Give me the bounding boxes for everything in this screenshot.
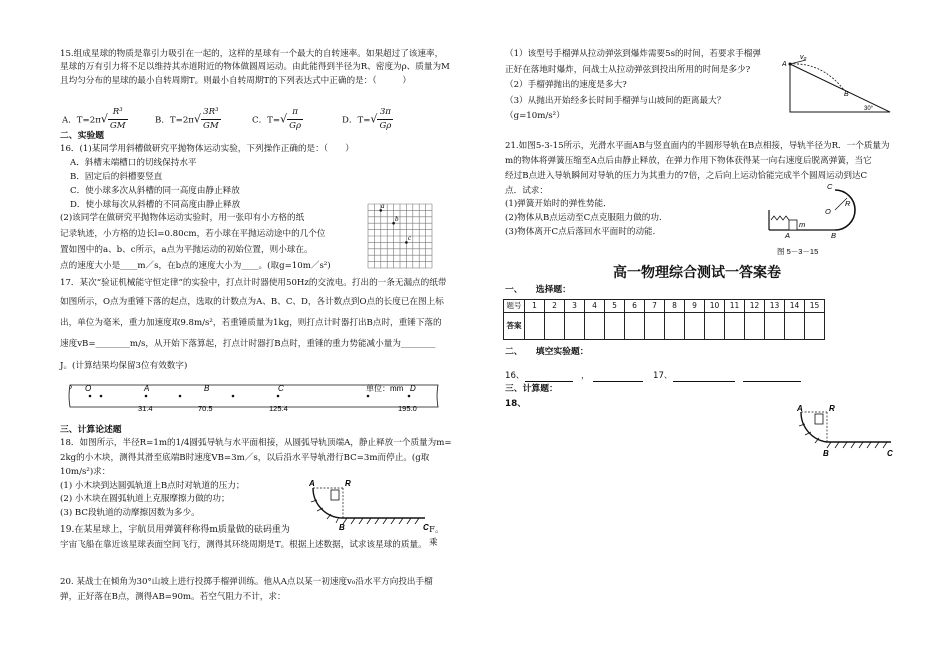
q18-line1: 18．如图所示，半径R=1m的1/4圆弧导轨与水平面相接，从圆弧导轨顶端A，静止释放一个质量为m= [60, 438, 452, 448]
section-calculation: 三、计算论述题 [60, 425, 122, 435]
tape-dot [232, 395, 235, 398]
question-number: 14 [785, 300, 805, 313]
q16-option-a: A．斜槽末端槽口的切线保持水平 [70, 158, 197, 168]
question-number: 7 [645, 300, 665, 313]
question-number: 11 [725, 300, 745, 313]
q20-line1: 20. 某战士在倾角为30°山坡上进行投掷手榴弹训练。他从A点以某一初速度v₀沿水平方向投出手榴 [60, 577, 433, 587]
q15-options: A．T=2π√ $\frac{\text{R³}}{GM}$ B．T=2π√ $\frac{\text{3R³}}{GM}$ C．T=√ $\frac{\pi}{G\rho}$ D．T=√ $\frac{3\pi}{G\rho}$ [60, 96, 450, 130]
answer-cell[interactable] [545, 313, 565, 340]
q19-line2: 宇宙飞船在靠近该星球表面空间飞行，测得其环绕周期是T。根据上述数据，试求该星球的质量。 [60, 540, 427, 550]
answer-cell[interactable] [745, 313, 765, 340]
tape-label-d: D [410, 384, 416, 393]
q16-part2-line2: 记录轨迹，小方格的边长l=0.80cm，若小球在平抛运动途中的几个位 [60, 229, 326, 239]
q18-label-c: C [423, 523, 429, 532]
tape-dot [89, 395, 92, 398]
q17-line5: J。(计算结果均保留3位有效数字) [60, 361, 188, 371]
answer-table-number-row [504, 300, 825, 313]
tape-value-d: 195.0 [398, 404, 417, 413]
q15-option-d: D．T= [342, 115, 371, 126]
q15-option-a: A．T=2π [62, 115, 101, 126]
q16-option-b: B．固定后的斜槽要竖直 [70, 172, 163, 182]
q19-line1-end: F。乘 [429, 525, 444, 549]
question-number: 2 [545, 300, 565, 313]
answer-cell[interactable] [785, 313, 805, 340]
q20-part1-line1: （1）该型号手榴弹从拉动弹弦到爆炸需要5s的时间，若要求手榴弹 [505, 49, 761, 59]
q15-b-num: 3R³ [201, 106, 221, 120]
answer-section-fill: 二、 填空实验题： [505, 347, 589, 357]
answer-cell[interactable] [705, 313, 725, 340]
q18-line2: 2kg的小木块，测得其滑至底端B时速度VB=3m／s，以后沿水平导轨滑行BC=3m而停止。(g取 [60, 453, 430, 463]
answer-q18-label: 18、 [505, 399, 527, 409]
answer-table-answer-row [504, 313, 825, 340]
tape-dot [100, 395, 103, 398]
q15-b-den: GM [202, 121, 219, 132]
q18-line5: (2) 小木块在圆弧轨道上克服摩擦力做的功； [60, 494, 230, 504]
q21-part3: (3)物体离开C点后落回水平面时的动能． [505, 227, 662, 237]
answer-cell[interactable] [665, 313, 685, 340]
question-number: 15 [805, 300, 825, 313]
answer-fig-label-c: C [887, 449, 893, 458]
q21-line2: m的物体将弹簧压缩至A点后由静止释放，在弹力作用下物体获得某一向右速度后脱离弹簧，当它 [505, 156, 872, 166]
answer-cell[interactable] [605, 313, 625, 340]
tape-label-a: A [144, 384, 150, 393]
q20-gravity-note: （g=10m/s²） [505, 111, 565, 121]
answer-cell[interactable] [805, 313, 825, 340]
semicircle-label-r: R [845, 199, 851, 208]
grid-label-c: c [408, 234, 412, 242]
question-number: 1 [525, 300, 545, 313]
answer-cell[interactable] [685, 313, 705, 340]
answer-cell[interactable] [585, 313, 605, 340]
paper-tape-figure [68, 379, 443, 413]
q15-c-den: Gρ [289, 121, 302, 132]
slope-triangle [790, 64, 890, 112]
grid-label-b: b [395, 215, 399, 223]
answer-fig-label-a: A [797, 404, 803, 413]
tape-value-a: 31.4 [138, 404, 153, 413]
tape-dot [367, 395, 370, 398]
tape-dot [179, 395, 182, 398]
question-number: 3 [565, 300, 585, 313]
section-experiment: 二、实验题 [60, 131, 104, 141]
answer-cell[interactable] [625, 313, 645, 340]
slope-throw-figure [782, 52, 897, 118]
grid-label-a: a [381, 202, 385, 210]
q16-option-d: D．使小球每次从斜槽的不同高度由静止释放 [70, 200, 241, 210]
semicircle-track-figure [765, 180, 865, 260]
q15-a-num: R³ [108, 106, 128, 120]
q17-line3: 出，单位为毫米，重力加速度取9.8m/s²，若重锤质量为1kg，则打点计时器打出B点时，重锤下落的 [60, 318, 442, 328]
answer-section-choice: 一、 选择题： [505, 285, 571, 295]
trajectory-grid-figure [366, 202, 434, 270]
q15-d-num: 3π [377, 106, 393, 120]
q19-line1: 19.在某星球上，宇航员用弹簧秤称得m质量做的砝码重为 [60, 525, 290, 535]
semicircle-label-a: A [785, 231, 791, 240]
question-number: 4 [585, 300, 605, 313]
q21-line1: 21.如图5-3-15所示，光滑水平面AB与竖直面内的半圆形导轨在B点相接，导轨半径为R．一个质量为 [505, 141, 890, 151]
tape-label-b: B [204, 384, 210, 393]
q18-line4: (1) 小木块到达圆弧轨道上B点时对轨道的压力； [60, 481, 245, 491]
q16-option-c: C．使小球多次从斜槽的同一高度由静止释放 [70, 186, 240, 196]
tape-value-b: 70.5 [198, 404, 213, 413]
slope-label-b: B [844, 91, 849, 98]
q18-label-b: B [339, 523, 345, 532]
q18-label-a: A [309, 479, 315, 488]
question-number: 8 [665, 300, 685, 313]
question-number: 10 [705, 300, 725, 313]
q21-line3: 经过B点进入导轨瞬间对导轨的压力为其重力的7倍，之后向上运动恰能完成半个圆周运动到达C [505, 171, 868, 181]
fill-17-label: 17、 [653, 371, 673, 381]
fill-comma: ， [581, 371, 590, 381]
q15-d-den: Gρ [379, 121, 392, 132]
answer-table [503, 299, 825, 340]
tape-dot [408, 395, 411, 398]
slope-label-v0: v₀ [800, 54, 807, 61]
q20-part3: （3）从抛出开始经多长时间手榴弹与山坡间的距离最大？ [505, 96, 726, 106]
q18-line6: (3) BC段轨道的动摩擦因数为多少。 [60, 508, 200, 518]
q16-part2-line4: 点的速度大小是____m／s，在b点的速度大小为____。(取g=10m／s²) [60, 261, 331, 271]
q18-label-r: R [345, 479, 351, 488]
figure-caption: 图 5－3－15 [777, 247, 819, 256]
q16-stem: 16．(1)某同学用斜槽做研究平抛物体运动实验，下列操作正确的是：（ ） [60, 144, 354, 154]
semicircle-label-o: O [825, 207, 831, 216]
answer-cell[interactable] [565, 313, 585, 340]
q15-option-b: B．T=2π [155, 115, 194, 126]
q20-part1-line2: 正好在落地时爆炸，问战士从拉动弹弦到投出所用的时间是多少? [505, 65, 751, 75]
answer-q18-figure [787, 404, 897, 460]
q16-part2-line3: 置如图中的a、b、c所示，a点为平抛运动的初始位置，则小球在。 [60, 245, 313, 255]
fill-16-label: 16、 [505, 371, 525, 381]
answer-cell[interactable] [645, 313, 665, 340]
question-number: 9 [685, 300, 705, 313]
q16-part2-line1: (2)该同学在做研究平抛物体运动实验时，用一张印有小方格的纸 [60, 213, 305, 223]
tape-label-c: C [278, 384, 284, 393]
answer-fig-label-r: R [829, 404, 835, 413]
semicircle-label-c: C [827, 182, 833, 191]
answer-sheet-title: 高一物理综合测试一答案卷 [613, 265, 781, 281]
semicircle-label-b: B [831, 231, 837, 240]
fill-16-blank-1[interactable] [525, 370, 573, 382]
q15-option-c: C．T= [252, 115, 281, 126]
tape-unit: 单位：mm [366, 384, 404, 393]
q21-line4: 点．试求： [505, 186, 548, 196]
question-number: 13 [765, 300, 785, 313]
q21-part1: (1)弹簧开始时的弹性势能． [505, 199, 612, 209]
semicircle-label-m: m [799, 220, 806, 229]
answer-cell[interactable] [725, 313, 745, 340]
q15-a-den: GM [109, 121, 126, 132]
q15-stem: 15.组成星球的物质是靠引力吸引在一起的，这样的星球有一个最大的自转速率。如果超过了该速率，星球的万有引力将不足以维持其赤道附近的物体做圆周运动。由此能得到半径为R、密度为ρ、质量为M且均匀分布的星球的最小自转周期T。则最小自转周期T的下列表达式中正确的是：（ ） [60, 49, 450, 86]
answer-table-header: 题号 [504, 300, 525, 313]
fill-17-blank-2[interactable] [743, 370, 801, 382]
answer-cell[interactable] [525, 313, 545, 340]
q20-line2: 弹，正好落在B点，测得AB=90m。若空气阻力不计，求： [60, 592, 286, 602]
answer-cell[interactable] [765, 313, 785, 340]
tape-label-o: O [85, 384, 92, 393]
answer-fig-label-b: B [823, 449, 829, 458]
tape-dot [277, 395, 280, 398]
fill-17-blank-1[interactable] [673, 370, 735, 382]
q15-c-num: π [287, 106, 303, 120]
slope-label-a: A [782, 61, 787, 68]
fill-16-blank-2[interactable] [593, 370, 643, 382]
answer-section-calc: 三、计算题： [505, 384, 558, 394]
tape-value-c: 125.4 [269, 404, 288, 413]
tape-dot [145, 395, 148, 398]
q18-line3: 10m/s²)求： [60, 467, 111, 477]
q20-part2: （2）手榴弹抛出的速度是多大? [505, 80, 627, 90]
question-number: 5 [605, 300, 625, 313]
question-number: 6 [625, 300, 645, 313]
slope-angle: 30° [864, 106, 874, 112]
q17-line4: 速度vB=________m/s，从开始下落算起，打点计时器打B点时，重锤的重力势能减小量为________ [60, 339, 436, 349]
q17-line2: 如图所示，O点为重锤下落的起点，选取的计数点为A、B、C、D，各计数点到O点的长度已在图上标 [60, 297, 444, 307]
fill-in-row [505, 370, 835, 384]
q17-line1: 17．某次“验证机械能守恒定律”的实验中，打点计时器使用50Hz的交流电。打出的一条无漏点的纸带 [60, 278, 447, 288]
answer-row-label: 答案 [504, 313, 525, 340]
q18-track-figure [295, 476, 435, 532]
question-number: 12 [745, 300, 765, 313]
q21-part2: (2)物体从B点运动至C点克服阻力做的功． [505, 213, 668, 223]
